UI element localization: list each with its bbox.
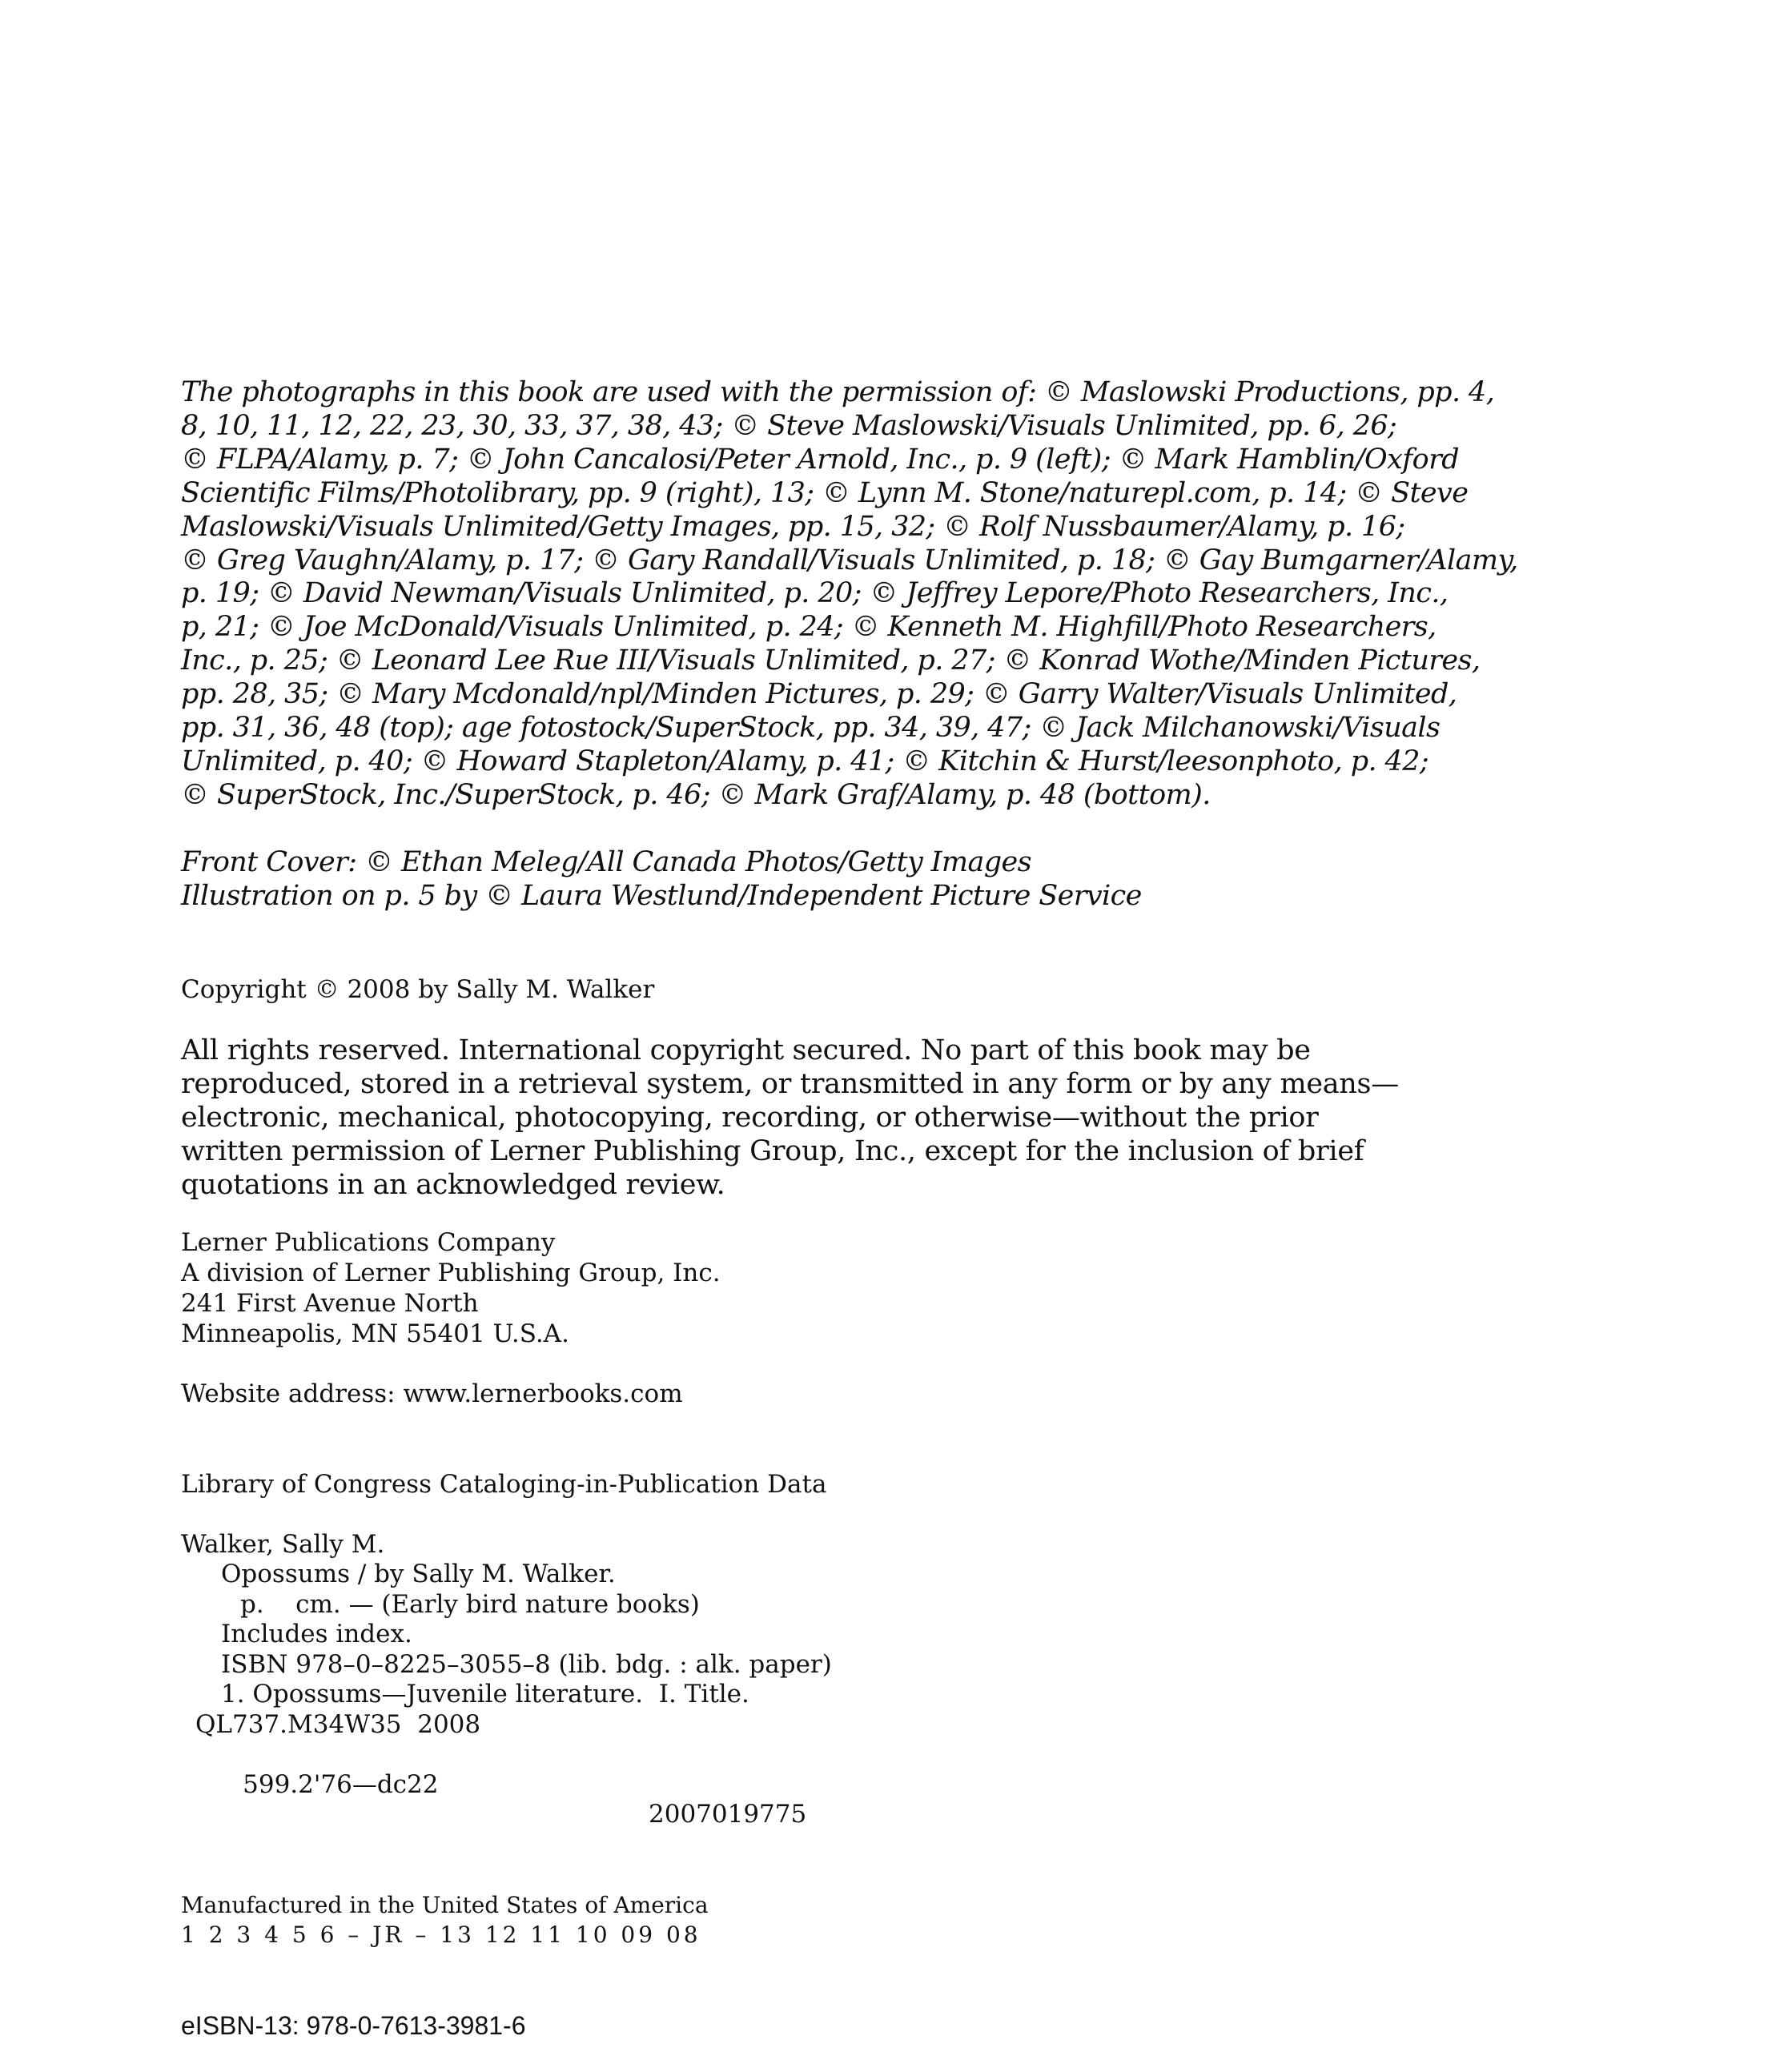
cip-isbn: ISBN 978–0–8225–3055–8 (lib. bdg. : alk. paper) [221,1649,832,1679]
cip-dewey-row [181,1740,1686,1860]
credit-line: pp. 31, 36, 48 (top); age fotostock/SuperStock, pp. 34, 39, 47; © Jack Milchanowski/Visuals [181,712,1441,745]
credit-line: p. 19; © David Newman/Visuals Unlimited, p. 20; © Jeffrey Lepore/Photo Researchers, Inc., [181,577,1449,610]
cip-block [181,1530,1686,1861]
credit-line: p, 21; © Joe McDonald/Visuals Unlimited, p. 24; © Kenneth M. Highfill/Photo Researchers, [181,611,1436,644]
credit-line: 8, 10, 11, 12, 22, 23, 30, 33, 37, 38, 43; © Steve Maslowski/Visuals Unlimited, pp. 6, 26; [181,409,1397,442]
credit-line: © Greg Vaughn/Alamy, p. 17; © Gary Randall/Visuals Unlimited, p. 18; © Gay Bumgarner/Alamy, [181,544,1518,576]
cip-lccn: 2007019775 [649,1800,807,1829]
cip-physical: p. cm. — (Early bird nature books) [240,1589,700,1619]
cip-heading: Library of Congress Cataloging-in-Publication Data [181,1469,827,1499]
rights-line: All rights reserved. International copyright secured. No part of this book may be [181,1034,1311,1066]
credit-line: © FLPA/Alamy, p. 7; © John Cancalosi/Peter Arnold, Inc., p. 9 (left); © Mark Hamblin/Oxford [181,443,1460,476]
rights-line: written permission of Lerner Publishing Group, Inc., except for the inclusion of brief [181,1134,1364,1167]
printing-line: 1 2 3 4 5 6 – JR – 13 12 11 10 09 08 [181,1921,701,1949]
publisher-name: Lerner Publications Company [181,1227,556,1257]
publisher-address [181,1227,1686,1349]
publisher-division: A division of Lerner Publishing Group, Inc. [181,1258,721,1287]
cip-index: Includes index. [221,1620,412,1649]
rights-line: electronic, mechanical, photocopying, recording, or otherwise—without the prior [181,1101,1319,1134]
cip-author: Walker, Sally M. [181,1529,385,1559]
cip-title: Opossums / by Sally M. Walker. [221,1560,616,1589]
credit-line: The photographs in this book are used with the permission of: © Maslowski Productions, pp. 4, [181,376,1495,408]
publisher-street: 241 First Avenue North [181,1288,479,1318]
rights-line: reproduced, stored in a retrieval system, or transmitted in any form or by any means— [181,1067,1399,1100]
cip-dewey: 599.2'76—dc22 [243,1769,439,1799]
cip-subjects: 1. Opossums—Juvenile literature. I. Title. [221,1680,749,1709]
illustration-credit: Illustration on p. 5 by © Laura Westlund/Independent Picture Service [181,879,1142,912]
cover-credits [181,846,1686,914]
credit-line: Maslowski/Visuals Unlimited/Getty Images, pp. 15, 32; © Rolf Nussbaumer/Alamy, p. 16; [181,510,1405,543]
copyright-notice: Copyright © 2008 by Sally M. Walker [181,974,655,1004]
credit-line: Inc., p. 25; © Leonard Lee Rue III/Visuals Unlimited, p. 27; © Konrad Wothe/Minden Pictures, [181,644,1481,677]
eisbn: eISBN-13: 978-0-7613-3981-6 [181,2011,526,2041]
website-address: Website address: www.lernerbooks.com [181,1379,683,1408]
copyright-page [181,376,1686,2041]
credit-line: pp. 28, 35; © Mary Mcdonald/npl/Minden Pictures, p. 29; © Garry Walter/Visuals Unlimited, [181,678,1457,711]
credit-line: Unlimited, p. 40; © Howard Stapleton/Alamy, p. 41; © Kitchin & Hurst/leesonphoto, p. 42; [181,745,1429,777]
rights-line: quotations in an acknowledged review. [181,1168,725,1201]
photo-credits [181,376,1686,813]
rights-statement [181,1034,1686,1202]
credit-line: © SuperStock, Inc./SuperStock, p. 46; © Mark Graf/Alamy, p. 48 (bottom). [181,778,1211,811]
publisher-city: Minneapolis, MN 55401 U.S.A. [181,1319,569,1348]
cip-lc-class: QL737.M34W35 2008 [195,1709,481,1739]
front-cover-credit: Front Cover: © Ethan Meleg/All Canada Photos/Getty Images [181,845,1032,878]
credit-line: Scientific Films/Photolibrary, pp. 9 (right), 13; © Lynn M. Stone/naturepl.com, p. 14; © Steve [181,476,1469,509]
manufactured-notice: Manufactured in the United States of America [181,1892,709,1919]
